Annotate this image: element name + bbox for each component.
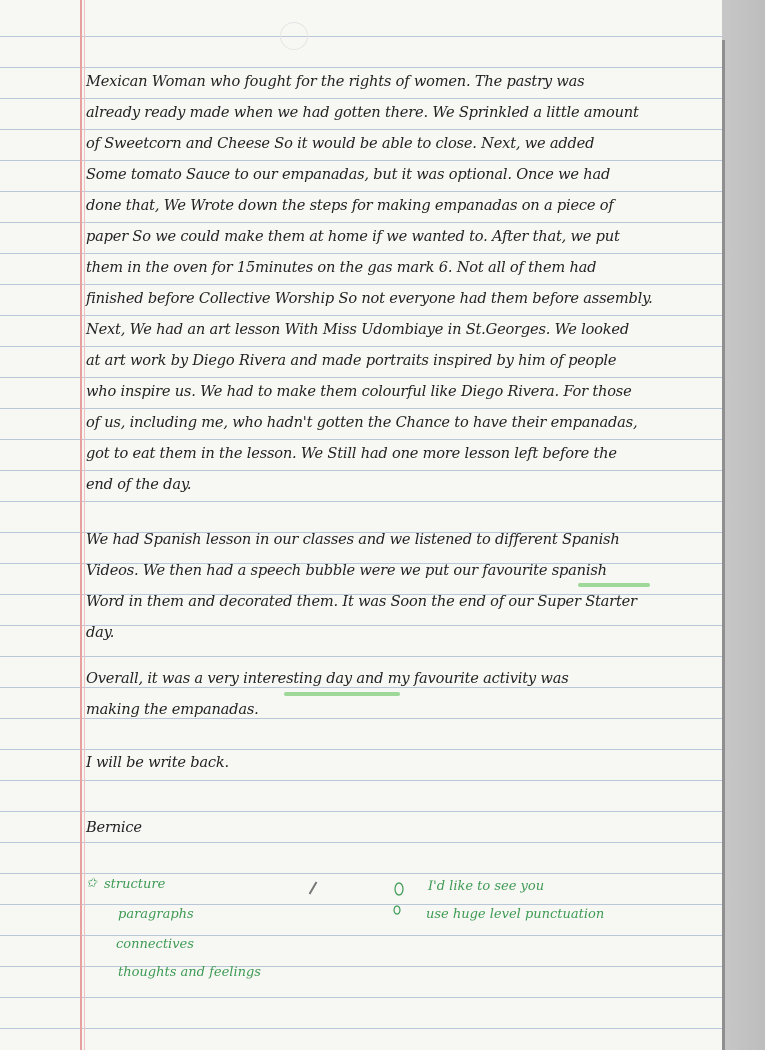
- pencil-mark: [309, 881, 318, 894]
- margin-line-secondary: [84, 0, 85, 1050]
- letter-closing: I will be write back.: [86, 754, 229, 771]
- punch-hole: [280, 22, 308, 50]
- teacher-star-icon: ✩: [86, 876, 97, 891]
- letter-paragraph-3: We had Spanish lesson in our classes and we listened to different Spanish Videos. We then had a speech bubble were we put our favourite spanish Word in them and decorated them. It was Soon the end of our Super Starter day.: [86, 531, 637, 641]
- highlight-interesting: [284, 692, 400, 696]
- notebook-binding: [722, 0, 765, 1050]
- letter-signature: Bernice: [86, 819, 142, 836]
- teacher-item-connectives: connectives: [116, 937, 194, 952]
- teacher-comment-line2: use huge level punctuation: [426, 907, 605, 922]
- letter-paragraph-2: Next, We had an art lesson With Miss Udombiaye in St.Georges. We looked at art work by Diego Rivera and made portraits inspired by him of people who inspire us. We had to make them colourful like Diego Rivera. For those of us, including me, who hadn't gotten the Chance to have their empanadas, got to eat them in the lesson. We Still had one more lesson left before the end of the day.: [86, 321, 638, 493]
- highlight-favourite: [578, 583, 650, 587]
- footprints-icon: [390, 880, 410, 920]
- letter-paragraph-4: Overall, it was a very interesting day and my favourite activity was making the empanadas.: [86, 670, 569, 718]
- binding-edge: [722, 40, 725, 1050]
- teacher-item-structure: structure: [104, 877, 166, 892]
- teacher-comment-line1: I'd like to see you: [428, 879, 545, 894]
- teacher-item-paragraphs: paragraphs: [118, 907, 194, 922]
- letter-paragraph-1: Mexican Woman who fought for the rights of women. The pastry was already ready made when we had gotten there. We Sprinkled a little amount of Sweetcorn and Cheese So it would be able to close. Next, we added Some tomato Sauce to our empanadas, but it was optional. Once we had done that, We Wrote down the steps for making empanadas on a piece of paper So we could make them at home if we wanted to. After that, we put them in the oven for 15minutes on the gas mark 6. Not all of them had finished before Collective Worship So not everyone had them before assembly.: [86, 73, 653, 307]
- teacher-item-thoughts: thoughts and feelings: [118, 965, 261, 980]
- margin-line: [80, 0, 82, 1050]
